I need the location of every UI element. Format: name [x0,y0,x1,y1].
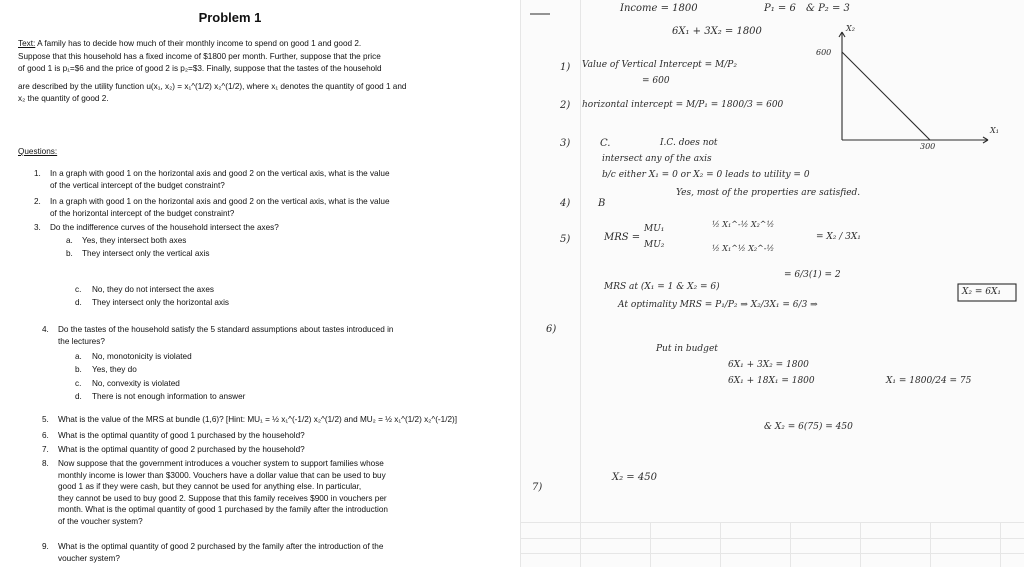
mrs-fraction-denominator: MU₂ [644,240,665,250]
q4-option-c: No, convexity is violated [92,379,180,388]
q3-option-c: No, they do not intersect the axes [92,285,214,294]
note-3-line-3: b/c either X₁ = 0 or X₂ = 0 leads to utility = 0 [602,170,810,180]
graph-x-label: X₁ [990,126,999,135]
handwritten-notes [520,0,1024,567]
note-number-4: 4) [560,198,571,209]
graph-right-value: 300 [920,142,936,151]
option-letter: c. [75,379,82,388]
problem-text-line-3: of good 1 is p₁=$6 and the price of good 2 is p₂=$3. Finally, suppose that the tastes of the household [18,64,382,73]
graph-y-label: X₂ [846,24,855,33]
note-number-6: 6) [546,324,557,335]
note-3-line-2: intersect any of the axis [602,154,712,164]
note-4-answer: B [598,198,606,209]
question-number: 5. [42,415,49,424]
option-letter: b. [66,249,73,258]
q3-option-a: Yes, they intersect both axes [82,236,187,245]
q4-option-a: No, monotonicity is violated [92,352,192,361]
q3-option-b: They intersect only the vertical axis [82,249,210,258]
note-number-7: 7) [532,482,543,493]
note-number-2: 2) [560,100,571,111]
option-letter: d. [75,298,82,307]
question-4: Do the tastes of the household satisfy the 5 standard assumptions about tastes introduced in the lectures? [58,325,394,346]
question-number: 1. [34,169,41,178]
note-1-line-1: Value of Vertical Intercept = M/P₂ [582,60,737,70]
question-number: 3. [34,223,41,232]
x2-result: & X₂ = 6(75) = 450 [764,422,853,432]
optimality-condition: At optimality MRS = P₁/P₂ ⇒ X₂/3X₁ = 6/3 ⇒ [618,300,818,310]
question-1: In a graph with good 1 on the horizontal axis and good 2 on the vertical axis, what is the value of the vertical intercept of the budget constraint? [50,169,390,190]
note-3-answer: C. [600,138,611,149]
q4-option-b: Yes, they do [92,365,137,374]
text-label: Text: [18,39,36,48]
income-note: Income = 1800 [620,3,698,14]
question-number: 7. [42,445,49,454]
note-7-answer: X₂ = 450 [612,472,657,483]
question-number: 2. [34,197,41,206]
mrs-expression-denominator: ½ X₁^½ X₂^-½ [712,244,775,253]
mrs-at-value: = 6/3(1) = 2 [784,270,841,280]
question-number: 6. [42,431,49,440]
option-letter: a. [75,352,82,361]
price2-note: & P₂ = 3 [806,3,850,14]
q4-option-d: There is not enough information to answer [92,392,246,401]
problem-text-line-5: x₂ the quantity of good 2. [18,94,109,103]
mrs-fraction-numerator: MU₁ [644,224,665,234]
mrs-at-bundle: MRS at (X₁ = 1 & X₂ = 6) [604,282,720,292]
graph-top-value: 600 [816,48,832,57]
page-title: Problem 1 [198,10,262,25]
question-6: What is the optimal quantity of good 1 purchased by the household? [58,431,305,440]
put-in-budget: Put in budget [656,344,718,354]
budget-substitution-1: 6X₁ + 3X₂ = 1800 [728,360,809,370]
x1-result: X₁ = 1800/24 = 75 [886,376,972,386]
option-letter: b. [75,365,82,374]
problem-text-line-2: Suppose that this household has a fixed income of $1800 per month. Further, suppose that the price [18,51,381,61]
question-number: 9. [42,542,49,551]
budget-substitution-2: 6X₁ + 18X₁ = 1800 [728,376,815,386]
note-3-line-1: I.C. does not [660,138,718,148]
problem-text [18,38,458,106]
q3-option-d: They intersect only the horizontal axis [92,298,229,307]
budget-equation: 6X₁ + 3X₂ = 1800 [672,26,762,37]
question-7: What is the optimal quantity of good 2 purchased by the household? [58,445,305,454]
note-4-line: Yes, most of the properties are satisfied. [676,188,861,198]
price1-note: P₁ = 6 [764,3,796,14]
boxed-answer: X₂ = 6X₁ [962,287,1002,297]
question-2: In a graph with good 1 on the horizontal axis and good 2 on the vertical axis, what is the value of the horizontal intercept of the budget constraint? [50,197,390,218]
note-2-line: horizontal intercept = M/P₁ = 1800/3 = 600 [582,100,784,110]
note-1-line-2: = 600 [642,76,670,86]
mrs-expression-numerator: ½ X₁^-½ X₂^½ [712,220,775,229]
mrs-label: MRS = [604,232,641,243]
question-5: What is the value of the MRS at bundle (1,6)? [Hint: MU₁ = ½ x₁^(-1/2) x₂^(1/2) and MU₂ = ½ x₁^(1/2) x₂^(-1/2)] [58,415,458,424]
option-letter: c. [75,285,82,294]
note-number-3: 3) [560,138,571,149]
budget-line [842,52,930,140]
note-number-1: 1) [560,62,571,73]
mrs-result: = X₂ / 3X₁ [816,232,861,242]
question-number: 4. [42,325,49,334]
question-8: Now suppose that the government introduces a voucher system to support families whose monthly income is lower than $3000. Vouchers have a dollar value that can be used to buy good 1 as if they were cash, but they cannot be used for anything else. In particular, they cannot be used to buy good 2. Suppose that this family receives $900 in vouchers per month. What is the optimal quantity of good 1 purchased by the family after the introduction of the voucher system? [58,459,388,526]
questions-heading: Questions: [18,147,58,156]
problem-text-line-1: Text: A family has to decide how much of their monthly income to spend on good 1 and good 2. [18,39,362,48]
budget-graph-sketch [520,0,1024,567]
option-letter: d. [75,392,82,401]
option-letter: a. [66,236,73,245]
problem-text-line-4: are described by the utility function u(x₁, x₂) = x₁^(1/2) x₂^(1/2), where x₁ denotes the quantity of good 1 and [18,81,407,91]
question-9: What is the optimal quantity of good 2 purchased by the family after the introduction of the voucher system? [58,542,384,563]
note-number-5: 5) [560,234,571,245]
question-number: 8. [42,459,49,468]
question-3: Do the indifference curves of the household intersect the axes? [50,223,279,232]
